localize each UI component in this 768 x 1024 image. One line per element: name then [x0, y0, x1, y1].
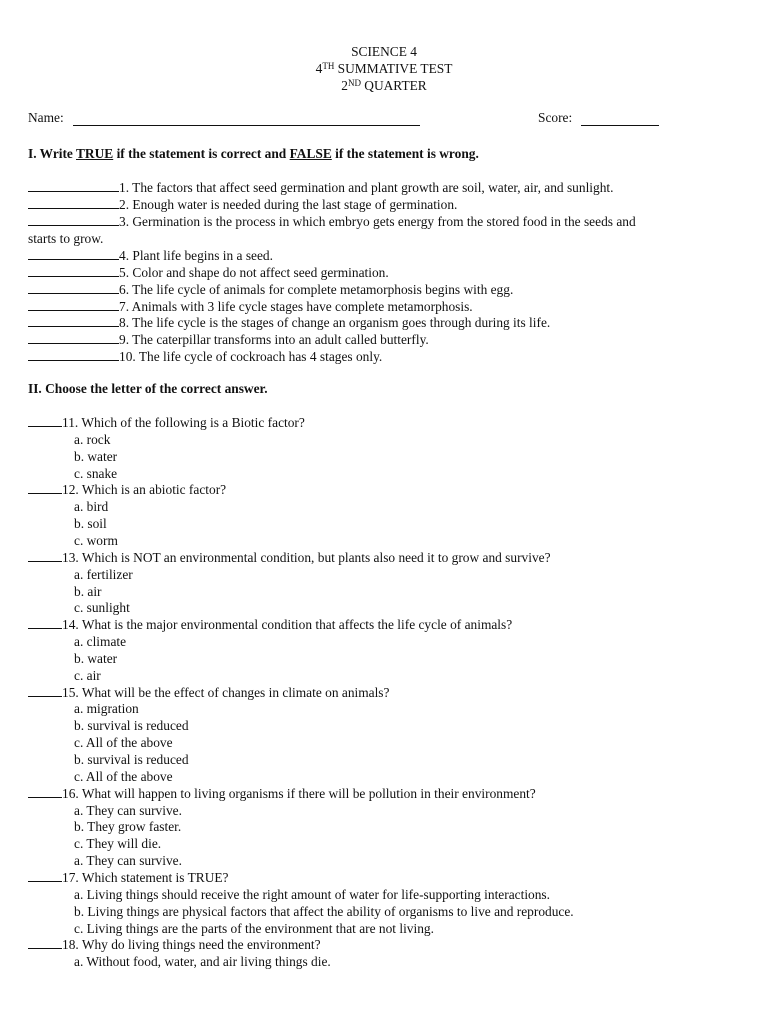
- question-text: 15. What will be the effect of changes in climate on animals?: [62, 685, 390, 700]
- quarter-subtitle: [0, 77, 768, 94]
- question-text: 14. What is the major environmental condition that affects the life cycle of animals?: [62, 617, 513, 632]
- answer-choice: b. survival is reduced: [74, 752, 189, 767]
- answer-blank[interactable]: [28, 264, 119, 277]
- score-field[interactable]: [581, 125, 659, 126]
- answer-choice: c. sunlight: [74, 600, 130, 615]
- answer-choice: a. rock: [74, 432, 111, 447]
- name-score-row: [28, 110, 740, 128]
- item-text: 9. The caterpillar transforms into an adult called butterfly.: [119, 332, 429, 347]
- score-label: Score:: [538, 110, 573, 125]
- test-subtitle: [0, 60, 768, 77]
- answer-choice: a. climate: [74, 634, 127, 649]
- question-item: [28, 936, 740, 953]
- answer-choice: b. air: [74, 584, 102, 599]
- quarter-subtitle-text: QUARTER: [360, 78, 427, 93]
- answer-blank[interactable]: [28, 247, 119, 260]
- true-false-item: [28, 179, 740, 196]
- true-false-item: [28, 247, 740, 264]
- item-text: 4. Plant life begins in a seed.: [119, 248, 273, 263]
- true-false-item: [28, 196, 740, 213]
- answer-blank[interactable]: [28, 314, 119, 327]
- true-false-item: [28, 264, 740, 281]
- false-keyword: FALSE: [289, 146, 332, 161]
- question-item: [28, 785, 740, 802]
- answer-blank[interactable]: [28, 616, 62, 629]
- test-ordinal: 4: [315, 61, 323, 76]
- true-false-item: [28, 314, 740, 331]
- true-false-item: [28, 281, 740, 298]
- answer-choice: a. They can survive.: [74, 853, 182, 868]
- question-text: 11. Which of the following is a Biotic factor?: [62, 415, 305, 430]
- answer-choice: c. Living things are the parts of the environment that are not living.: [74, 921, 434, 936]
- answer-choice: c. All of the above: [74, 735, 173, 750]
- answer-blank[interactable]: [28, 936, 62, 949]
- name-label: Name:: [28, 110, 64, 125]
- answer-blank[interactable]: [28, 785, 62, 798]
- item-text: 10. The life cycle of cockroach has 4 stages only.: [119, 349, 383, 364]
- part1-instruction: [28, 146, 479, 162]
- true-false-item: [28, 213, 740, 230]
- answer-blank[interactable]: [28, 331, 119, 344]
- question-item: [28, 869, 740, 886]
- question-item: [28, 414, 740, 431]
- question-item: [28, 616, 740, 633]
- item-text: 1. The factors that affect seed germination and plant growth are soil, water, air, and sunlight.: [119, 180, 614, 195]
- answer-choice: a. They can survive.: [74, 803, 182, 818]
- item-text: 7. Animals with 3 life cycle stages have complete metamorphosis.: [119, 299, 473, 314]
- part1-instruction-mid: if the statement is correct and: [113, 146, 290, 161]
- question-item: [28, 684, 740, 701]
- part2-instruction: II. Choose the letter of the correct answer.: [28, 381, 268, 396]
- answer-blank[interactable]: [28, 281, 119, 294]
- true-false-item: [28, 331, 740, 348]
- test-subtitle-text: SUMMATIVE TEST: [334, 61, 453, 76]
- answer-blank[interactable]: [28, 196, 119, 209]
- question-item: [28, 549, 740, 566]
- true-false-item: [28, 298, 740, 315]
- answer-blank[interactable]: [28, 549, 62, 562]
- question-item: [28, 481, 740, 498]
- name-field[interactable]: [73, 125, 420, 126]
- quarter-ordinal: 2: [341, 78, 348, 93]
- question-text: 18. Why do living things need the environment?: [62, 937, 321, 952]
- part1-instruction-prefix: I. Write: [28, 146, 76, 161]
- true-false-item: [28, 348, 740, 365]
- answer-blank[interactable]: [28, 684, 62, 697]
- part1-instruction-suffix: if the statement is wrong.: [331, 146, 479, 161]
- answer-choice: c. worm: [74, 533, 118, 548]
- answer-choice: a. Living things should receive the right amount of water for life-supporting interactions.: [74, 887, 550, 902]
- question-text: 13. Which is NOT an environmental condition, but plants also need it to grow and survive?: [62, 550, 551, 565]
- true-keyword: TRUE: [76, 146, 114, 161]
- test-ordinal-suffix: TH: [322, 61, 335, 71]
- item-text: 8. The life cycle is the stages of change an organism goes through during its life.: [119, 315, 551, 330]
- question-text: 16. What will happen to living organisms if there will be pollution in their environment?: [62, 786, 536, 801]
- answer-choice: b. Living things are physical factors that affect the ability of organisms to live and reproduce.: [74, 904, 574, 919]
- answer-blank[interactable]: [28, 481, 62, 494]
- answer-blank[interactable]: [28, 213, 119, 226]
- question-text: 12. Which is an abiotic factor?: [62, 482, 227, 497]
- answer-choice: c. They will die.: [74, 836, 162, 851]
- answer-blank[interactable]: [28, 298, 119, 311]
- answer-choice: b. water: [74, 449, 118, 464]
- item-text: 3. Germination is the process in which embryo gets energy from the stored food in the seeds and: [119, 214, 636, 229]
- item-text: 6. The life cycle of animals for complete metamorphosis begins with egg.: [119, 282, 514, 297]
- answer-choice: b. water: [74, 651, 118, 666]
- answer-choice: c. All of the above: [74, 769, 173, 784]
- question-text: 17. Which statement is TRUE?: [62, 870, 229, 885]
- document-title: SCIENCE 4: [351, 44, 417, 59]
- answer-choice: a. bird: [74, 499, 109, 514]
- item-text: 2. Enough water is needed during the last stage of germination.: [119, 197, 458, 212]
- answer-blank[interactable]: [28, 179, 119, 192]
- answer-choice: b. survival is reduced: [74, 718, 189, 733]
- answer-choice: b. soil: [74, 516, 107, 531]
- answer-blank[interactable]: [28, 348, 119, 361]
- answer-choice: c. air: [74, 668, 101, 683]
- item-text: 5. Color and shape do not affect seed germination.: [119, 265, 389, 280]
- answer-choice: a. Without food, water, and air living things die.: [74, 954, 331, 969]
- quarter-ordinal-suffix: ND: [347, 78, 361, 88]
- item-text-continuation: starts to grow.: [28, 231, 104, 246]
- answer-choice: a. migration: [74, 701, 139, 716]
- answer-blank[interactable]: [28, 869, 62, 882]
- answer-choice: b. They grow faster.: [74, 819, 182, 834]
- answer-choice: c. snake: [74, 466, 118, 481]
- answer-blank[interactable]: [28, 414, 62, 427]
- answer-choice: a. fertilizer: [74, 567, 133, 582]
